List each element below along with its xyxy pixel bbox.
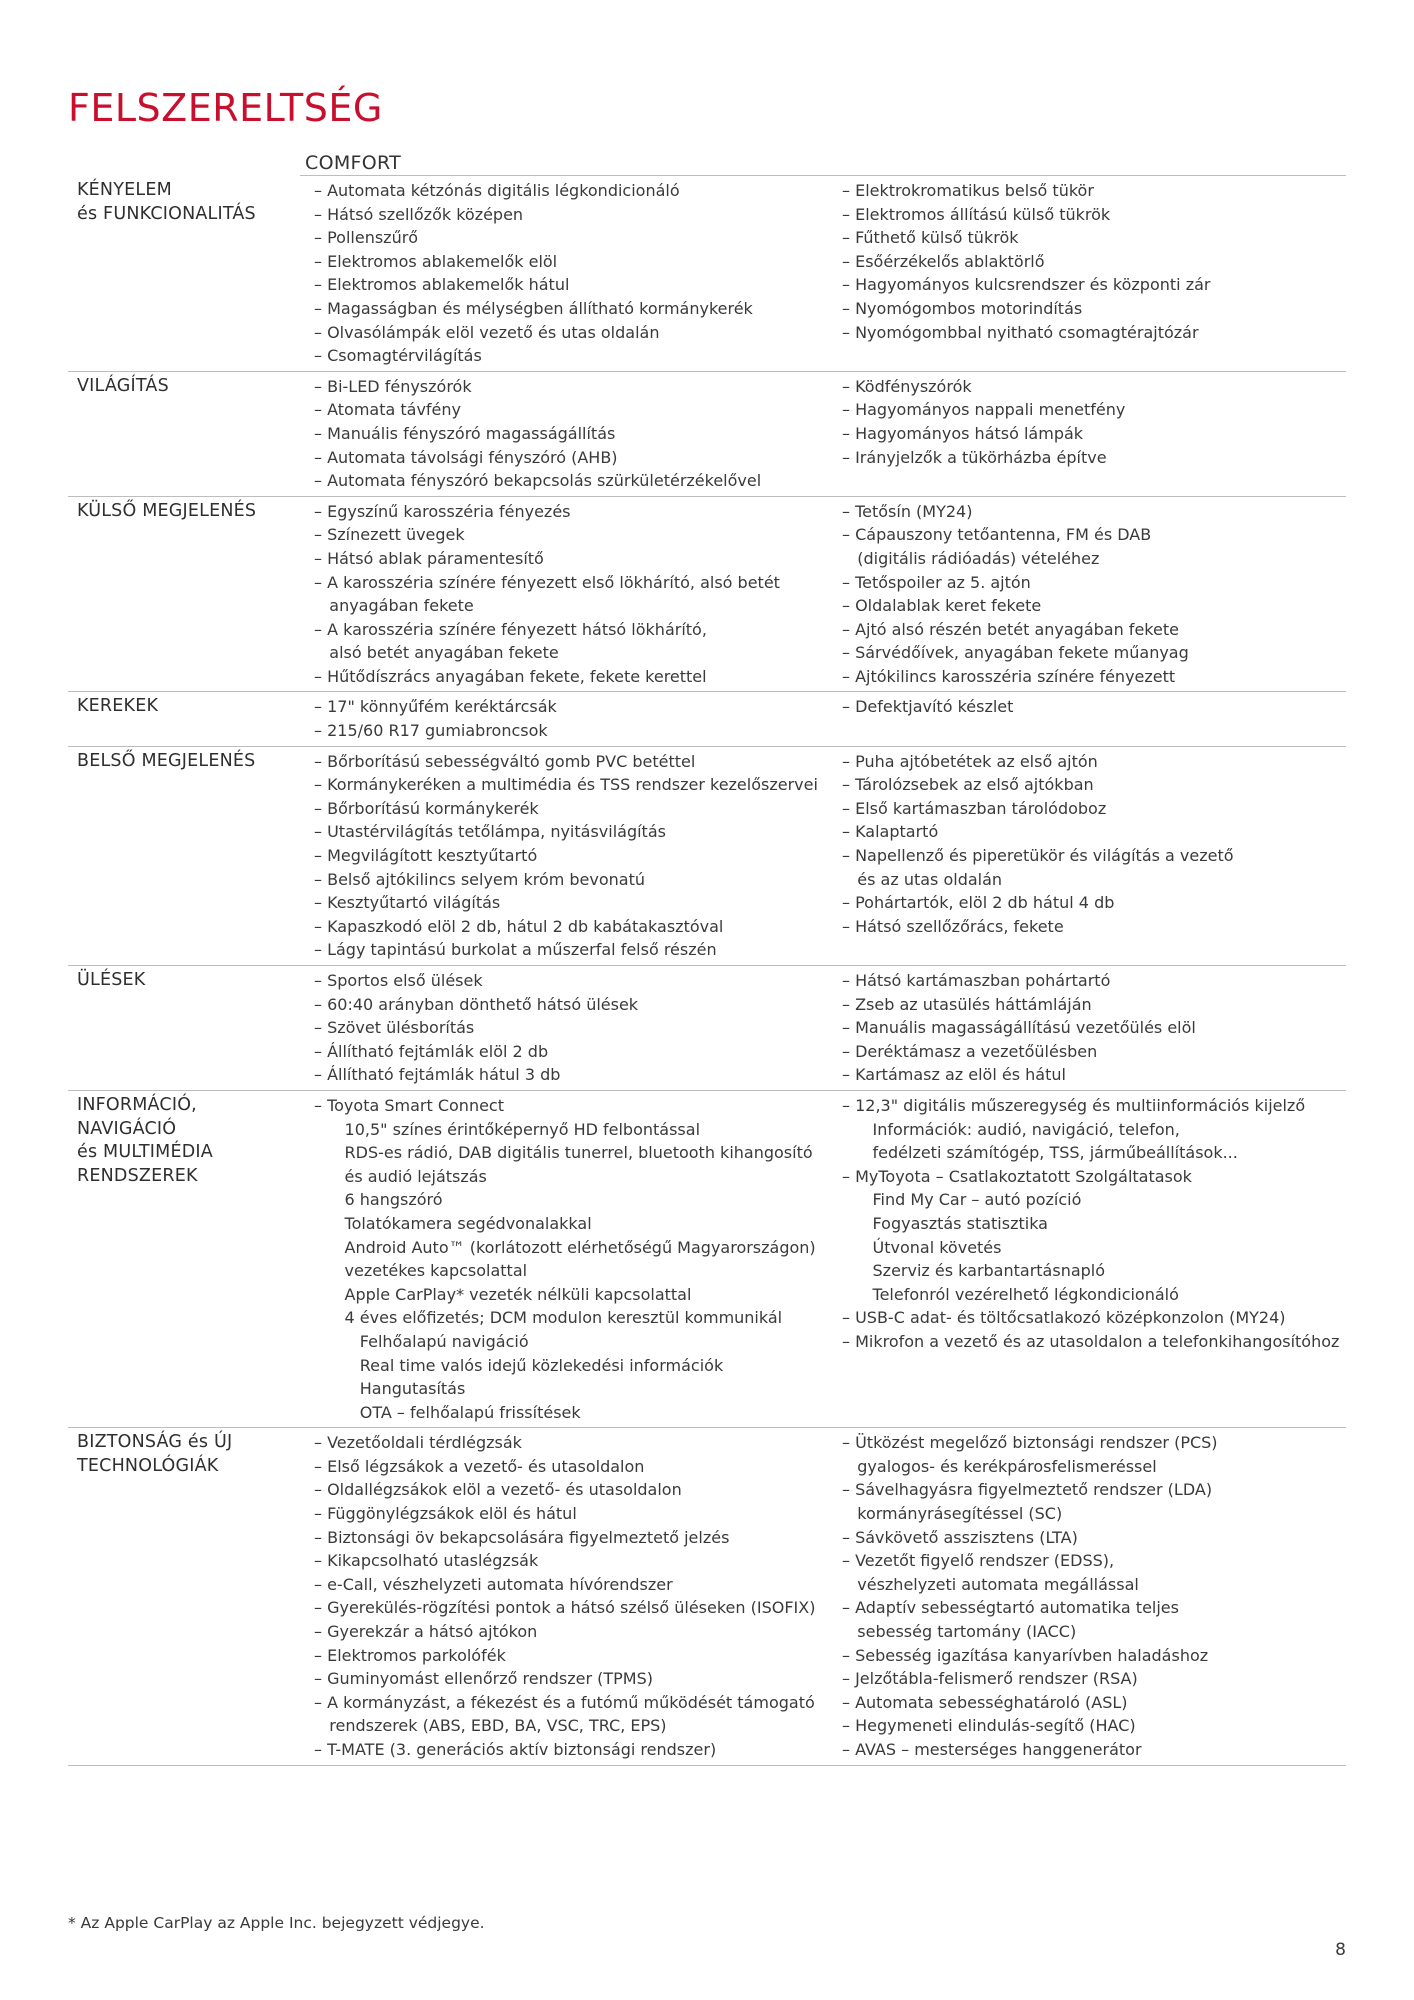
feature-item: 6 hangszóró <box>314 1190 443 1210</box>
feature-item: – Hűtődíszrács anyagában fekete, fekete kerettel <box>314 666 707 686</box>
feature-item: – Automata kétzónás digitális légkondicionáló <box>314 181 680 200</box>
feature-item: Real time valós idejű közlekedési információk <box>314 1355 724 1375</box>
feature-item: Információk: audió, navigáció, telefon, <box>842 1119 1180 1139</box>
feature-item: – Hegymeneti elindulás-segítő (HAC) <box>842 1716 1136 1736</box>
feature-item: – Oldallégzsákok elöl a vezető- és utasoldalon <box>314 1480 682 1500</box>
feature-item: – Toyota Smart Connect <box>314 1095 504 1115</box>
spec-row <box>68 372 1346 497</box>
category-label: KÜLSŐ MEGJELENÉS <box>77 500 257 521</box>
feature-item: vezetékes kapcsolattal <box>314 1261 528 1281</box>
feature-item: – Kesztyűtartó világítás <box>314 893 501 913</box>
feature-item: – Állítható fejtámlák elöl 2 db <box>314 1041 549 1061</box>
feature-item: – Nyomógombos motorindítás <box>842 298 1083 318</box>
feature-item: – Hátsó ablak páramentesítő <box>314 548 544 568</box>
feature-item: – Elektromos ablakemelők hátul <box>314 275 570 295</box>
feature-item: – Állítható fejtámlák hátul 3 db <box>314 1065 561 1085</box>
feature-item: – MyToyota – Csatlakoztatott Szolgáltatasok <box>842 1166 1192 1186</box>
spec-row <box>68 176 1346 372</box>
feature-item: – Kalaptartó <box>842 822 939 842</box>
column-heading-comfort: COMFORT <box>305 152 402 174</box>
feature-item: – Elektromos ablakemelők elöl <box>314 251 558 271</box>
feature-item: – Színezett üvegek <box>314 525 465 545</box>
feature-item: – Manuális magasságállítású vezetőülés elöl <box>842 1018 1196 1038</box>
feature-item: – Kikapcsolható utaslégzsák <box>314 1551 539 1571</box>
feature-item: – A kormányzást, a fékezést és a futómű működését támogató <box>314 1692 815 1712</box>
feature-item: Find My Car – autó pozíció <box>842 1190 1082 1210</box>
feature-item: – Sávelhagyásra figyelmeztető rendszer (LDA) <box>842 1480 1213 1500</box>
feature-column <box>842 500 1346 689</box>
feature-item: – Vezetőt figyelő rendszer (EDSS), <box>842 1551 1115 1571</box>
feature-item: – Gyerekzár a hátsó ajtókon <box>314 1622 538 1642</box>
feature-item: – Adaptív sebességtartó automatika teljes <box>842 1598 1179 1618</box>
feature-item: – Megvilágított kesztyűtartó <box>314 846 538 866</box>
feature-item: – Deréktámasz a vezetőülésben <box>842 1041 1098 1061</box>
feature-item: – A karosszéria színére fényezett hátsó lökhárító, <box>314 619 707 639</box>
feature-item: – Csomagtérvilágítás <box>314 346 482 366</box>
feature-item: – Hátsó kartámaszban pohártartó <box>842 971 1111 990</box>
feature-item: – Pohártartók, elöl 2 db hátul 4 db <box>842 893 1115 913</box>
spec-row <box>68 1428 1346 1765</box>
feature-item: és az utas oldalán <box>842 869 1003 889</box>
feature-item: Útvonal követés <box>842 1237 1002 1257</box>
spec-row <box>68 692 1346 746</box>
feature-item: Fogyasztás statisztika <box>842 1213 1048 1233</box>
feature-item: – 17" könnyűfém keréktárcsák <box>314 697 557 717</box>
feature-item: – 12,3" digitális műszeregység és multiinformációs kijelző <box>842 1095 1306 1115</box>
category-label: BIZTONSÁG és ÚJ TECHNOLÓGIÁK <box>77 1432 233 1476</box>
feature-item: – Tetőspoiler az 5. ajtón <box>842 572 1031 592</box>
feature-item: – Belső ajtókilincs selyem króm bevonatú <box>314 869 646 889</box>
feature-column <box>314 179 842 368</box>
feature-item: – T-MATE (3. generációs aktív biztonsági rendszer) <box>314 1740 717 1759</box>
feature-item: – Hagyományos kulcsrendszer és központi zár <box>842 275 1211 295</box>
feature-item: Felhőalapú navigáció <box>314 1331 529 1351</box>
feature-item: – e-Call, vészhelyzeti automata hívórendszer <box>314 1574 673 1594</box>
feature-item: – Hátsó szellőzőrács, fekete <box>842 916 1064 936</box>
feature-item: – Hátsó szellőzők középen <box>314 204 524 224</box>
feature-item: anyagában fekete <box>314 596 474 616</box>
feature-item: – Tárolózsebek az első ajtókban <box>842 775 1094 795</box>
feature-column <box>314 750 842 962</box>
feature-item: – Elektromos állítású külső tükrök <box>842 204 1111 224</box>
feature-column <box>842 750 1346 962</box>
feature-item: vészhelyzeti automata megállással <box>842 1574 1139 1594</box>
spec-table <box>68 176 1346 1766</box>
footnote: * Az Apple CarPlay az Apple Inc. bejegyzett védjegye. <box>68 1914 485 1932</box>
feature-item: – Automata fényszóró bekapcsolás szürkületérzékelővel <box>314 471 762 491</box>
feature-item: – Függönylégzsákok elöl és hátul <box>314 1504 577 1524</box>
feature-item: – Oldalablak keret fekete <box>842 596 1042 616</box>
feature-item: – Tetősín (MY24) <box>842 501 973 521</box>
feature-item: – Nyomógombbal nyitható csomagtérajtózár <box>842 322 1199 342</box>
feature-column <box>842 695 1346 742</box>
feature-item: – Guminyomást ellenőrző rendszer (TPMS) <box>314 1669 653 1689</box>
feature-item: – Fűthető külső tükrök <box>842 228 1019 248</box>
category-label: BELSŐ MEGJELENÉS <box>77 750 256 771</box>
feature-item: – Elektrokromatikus belső tükör <box>842 181 1094 200</box>
category-label: VILÁGÍTÁS <box>77 375 169 396</box>
feature-column <box>314 375 842 493</box>
feature-item: – Kormánykeréken a multimédia és TSS rendszer kezelőszervei <box>314 775 818 795</box>
feature-column <box>314 695 842 742</box>
feature-item: – Vezetőoldali térdlégzsák <box>314 1433 522 1453</box>
spec-row <box>68 747 1346 966</box>
feature-item: – Ajtókilincs karosszéria színére fényezett <box>842 666 1176 686</box>
feature-item: (digitális rádióadás) vételéhez <box>842 548 1100 568</box>
feature-item: – Olvasólámpák elöl vezető és utas oldalán <box>314 322 660 342</box>
feature-item: – Bőrborítású sebességváltó gomb PVC betéttel <box>314 751 696 771</box>
feature-item: és audió lejátszás <box>314 1166 487 1186</box>
feature-column <box>842 969 1346 1087</box>
feature-item: – Utastérvilágítás tetőlámpa, nyitásvilágítás <box>314 822 666 842</box>
feature-item: – Elektromos parkolófék <box>314 1645 506 1665</box>
feature-item: – Jelzőtábla-felismerő rendszer (RSA) <box>842 1669 1138 1689</box>
feature-column <box>314 1431 842 1761</box>
feature-item: – Első légzsákok a vezető- és utasoldalon <box>314 1456 645 1476</box>
feature-item: – Bi-LED fényszórók <box>314 376 472 396</box>
page-title: FELSZERELTSÉG <box>68 86 383 130</box>
feature-column <box>314 969 842 1087</box>
feature-column <box>842 1431 1346 1761</box>
feature-item: – Manuális fényszóró magasságállítás <box>314 423 616 443</box>
feature-item: – Automata távolsági fényszóró (AHB) <box>314 447 618 467</box>
feature-item: Hangutasítás <box>314 1379 466 1399</box>
feature-item: – Hagyományos nappali menetfény <box>842 400 1126 420</box>
feature-item: – Esőérzékelős ablaktörlő <box>842 251 1045 271</box>
feature-item: – Zseb az utasülés háttámláján <box>842 994 1092 1014</box>
feature-item: Telefonról vezérelhető légkondicionáló <box>842 1284 1179 1304</box>
feature-item: fedélzeti számítógép, TSS, járműbeállítások... <box>842 1143 1238 1163</box>
feature-item: gyalogos- és kerékpárosfelismeréssel <box>842 1456 1157 1476</box>
feature-item: – Gyerekülés-rögzítési pontok a hátsó szélső üléseken (ISOFIX) <box>314 1598 816 1618</box>
feature-item: – Sárvédőívek, anyagában fekete műanyag <box>842 643 1189 663</box>
feature-item: – Automata sebességhatároló (ASL) <box>842 1692 1128 1712</box>
feature-item: – Defektjavító készlet <box>842 697 1014 717</box>
feature-item: Android Auto™ (korlátozott elérhetőségű Magyarországon) <box>314 1237 816 1257</box>
feature-item: – Ködfényszórók <box>842 376 972 396</box>
feature-item: – USB-C adat- és töltőcsatlakozó középkonzolon (MY24) <box>842 1308 1286 1328</box>
feature-item: – Pollenszűrő <box>314 228 419 248</box>
feature-item: – Magasságban és mélységben állítható kormánykerék <box>314 298 753 318</box>
feature-item: Szerviz és karbantartásnapló <box>842 1261 1106 1281</box>
category-label: KEREKEK <box>77 696 159 717</box>
feature-item: – 215/60 R17 gumiabroncsok <box>314 721 548 741</box>
feature-item: – Irányjelzők a tükörházba építve <box>842 447 1107 467</box>
feature-item: sebesség tartomány (IACC) <box>842 1622 1077 1642</box>
feature-item: – AVAS – mesterséges hanggenerátor <box>842 1740 1142 1759</box>
feature-item: – Lágy tapintású burkolat a műszerfal felső részén <box>314 940 717 960</box>
feature-item: 4 éves előfizetés; DCM modulon keresztül kommunikál <box>314 1308 783 1328</box>
feature-item: – Sportos első ülések <box>314 971 483 990</box>
feature-item: – 60:40 arányban dönthető hátsó ülések <box>314 994 639 1014</box>
feature-item: Tolatókamera segédvonalakkal <box>314 1213 592 1233</box>
feature-item: – Szövet ülésborítás <box>314 1018 475 1038</box>
feature-column <box>314 500 842 689</box>
page-number: 8 <box>1335 1940 1346 1960</box>
spec-row <box>68 966 1346 1091</box>
feature-column <box>842 1094 1346 1424</box>
category-label: KÉNYELEM és FUNKCIONALITÁS <box>77 180 256 224</box>
spec-row <box>68 497 1346 693</box>
feature-item: RDS-es rádió, DAB digitális tunerrel, bluetooth kihangosító <box>314 1143 813 1163</box>
feature-item: – Sávkövető asszisztens (LTA) <box>842 1527 1078 1547</box>
feature-item: – Puha ajtóbetétek az első ajtón <box>842 751 1098 771</box>
category-label: ÜLÉSEK <box>77 970 146 990</box>
feature-item: – Egyszínű karosszéria fényezés <box>314 501 571 521</box>
feature-item: – Cápauszony tetőantenna, FM és DAB <box>842 525 1152 545</box>
feature-item: – Mikrofon a vezető és az utasoldalon a telefonkihangosítóhoz <box>842 1331 1340 1351</box>
feature-item: – Kartámasz az elöl és hátul <box>842 1065 1066 1085</box>
feature-item: rendszerek (ABS, EBD, BA, VSC, TRC, EPS) <box>314 1716 667 1736</box>
feature-item: – Kapaszkodó elöl 2 db, hátul 2 db kabátakasztóval <box>314 916 724 936</box>
feature-item: – Biztonsági öv bekapcsolására figyelmeztető jelzés <box>314 1527 730 1547</box>
feature-item: – Napellenző és piperetükör és világítás a vezető <box>842 846 1234 866</box>
feature-item: OTA – felhőalapú frissítések <box>314 1402 581 1422</box>
feature-item: – Sebesség igazítása kanyarívben haladáshoz <box>842 1645 1209 1665</box>
feature-item: – A karosszéria színére fényezett első lökhárító, alsó betét <box>314 572 780 592</box>
feature-item: – Hagyományos hátsó lámpák <box>842 423 1084 443</box>
feature-item: – Ütközést megelőző biztonsági rendszer (PCS) <box>842 1433 1218 1453</box>
feature-column <box>314 1094 842 1424</box>
feature-item: – Bőrborítású kormánykerék <box>314 798 539 818</box>
feature-item: Apple CarPlay* vezeték nélküli kapcsolattal <box>314 1284 692 1304</box>
feature-item: – Atomata távfény <box>314 400 461 420</box>
feature-item: – Első kartámaszban tárolódoboz <box>842 798 1107 818</box>
feature-item: kormányrásegítéssel (SC) <box>842 1504 1063 1524</box>
feature-column <box>842 179 1346 368</box>
category-label: INFORMÁCIÓ, NAVIGÁCIÓ és MULTIMÉDIA RENDSZEREK <box>77 1094 213 1186</box>
feature-column <box>842 375 1346 493</box>
feature-item: 10,5" színes érintőképernyő HD felbontással <box>314 1119 701 1139</box>
feature-item: – Ajtó alsó részén betét anyagában fekete <box>842 619 1179 639</box>
spec-row <box>68 1091 1346 1428</box>
feature-item: alsó betét anyagában fekete <box>314 643 559 663</box>
